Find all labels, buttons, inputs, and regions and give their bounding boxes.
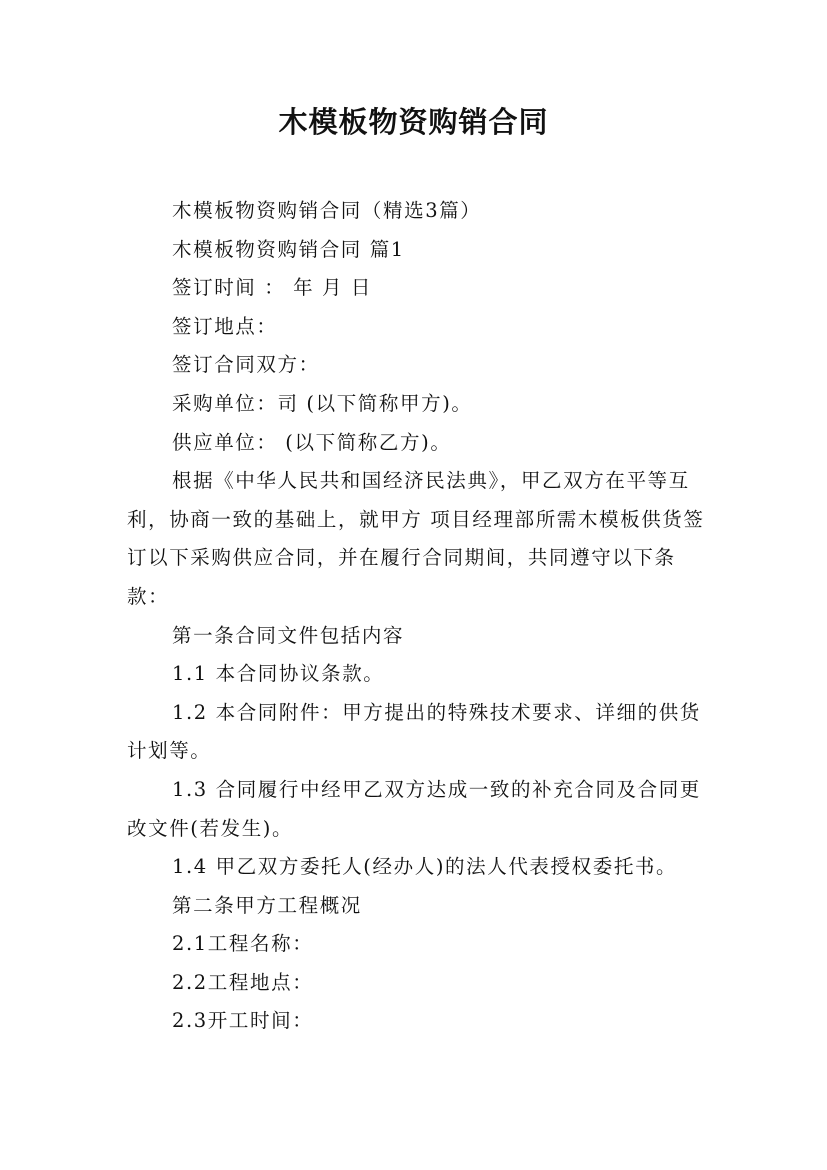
clause-1-1: 1.1 本合同协议条款。 [172, 662, 385, 686]
clause-1-4: 1.4 甲乙双方委托人(经办人)的法人代表授权委托书。 [172, 855, 678, 879]
clause-1-3: 1.3 合同履行中经甲乙双方达成一致的补充合同及合同更改文件(若发生)。 [127, 777, 701, 840]
parties-line: 签订合同双方： [172, 353, 320, 377]
signing-time-line: 签订时间 ： 年 月 日 [172, 276, 372, 300]
supplier-line: 供应单位： (以下简称乙方)。 [172, 430, 452, 454]
section-heading: 木模板物资购销合同 篇1 [172, 237, 405, 261]
subtitle-paragraph: 木模板物资购销合同（精选3篇） [172, 199, 482, 222]
clause-2-2: 2.2工程地点： [172, 970, 314, 994]
clause-2-3: 2.3开工时间： [172, 1009, 314, 1033]
document-title: 木模板物资购销合同 [278, 105, 549, 139]
document-body [127, 192, 707, 1041]
article-2-heading: 第二条甲方工程概况 [172, 893, 362, 917]
preamble-paragraph: 根据《中华人民共和国经济民法典》，甲乙双方在平等互利，协商一致的基础上，就甲方 项目经理部所需木模板供货签订以下采购供应合同，并在履行合同期间，共同遵守以下条款： [127, 469, 705, 608]
signing-place-line: 签订地点： [172, 314, 278, 338]
article-1-heading: 第一条合同文件包括内容 [172, 623, 405, 647]
purchaser-line: 采购单位：司 (以下简称甲方)。 [172, 391, 473, 415]
clause-2-1: 2.1工程名称： [172, 932, 314, 956]
clause-1-2: 1.2 本合同附件：甲方提出的特殊技术要求、详细的供货计划等。 [127, 700, 701, 763]
